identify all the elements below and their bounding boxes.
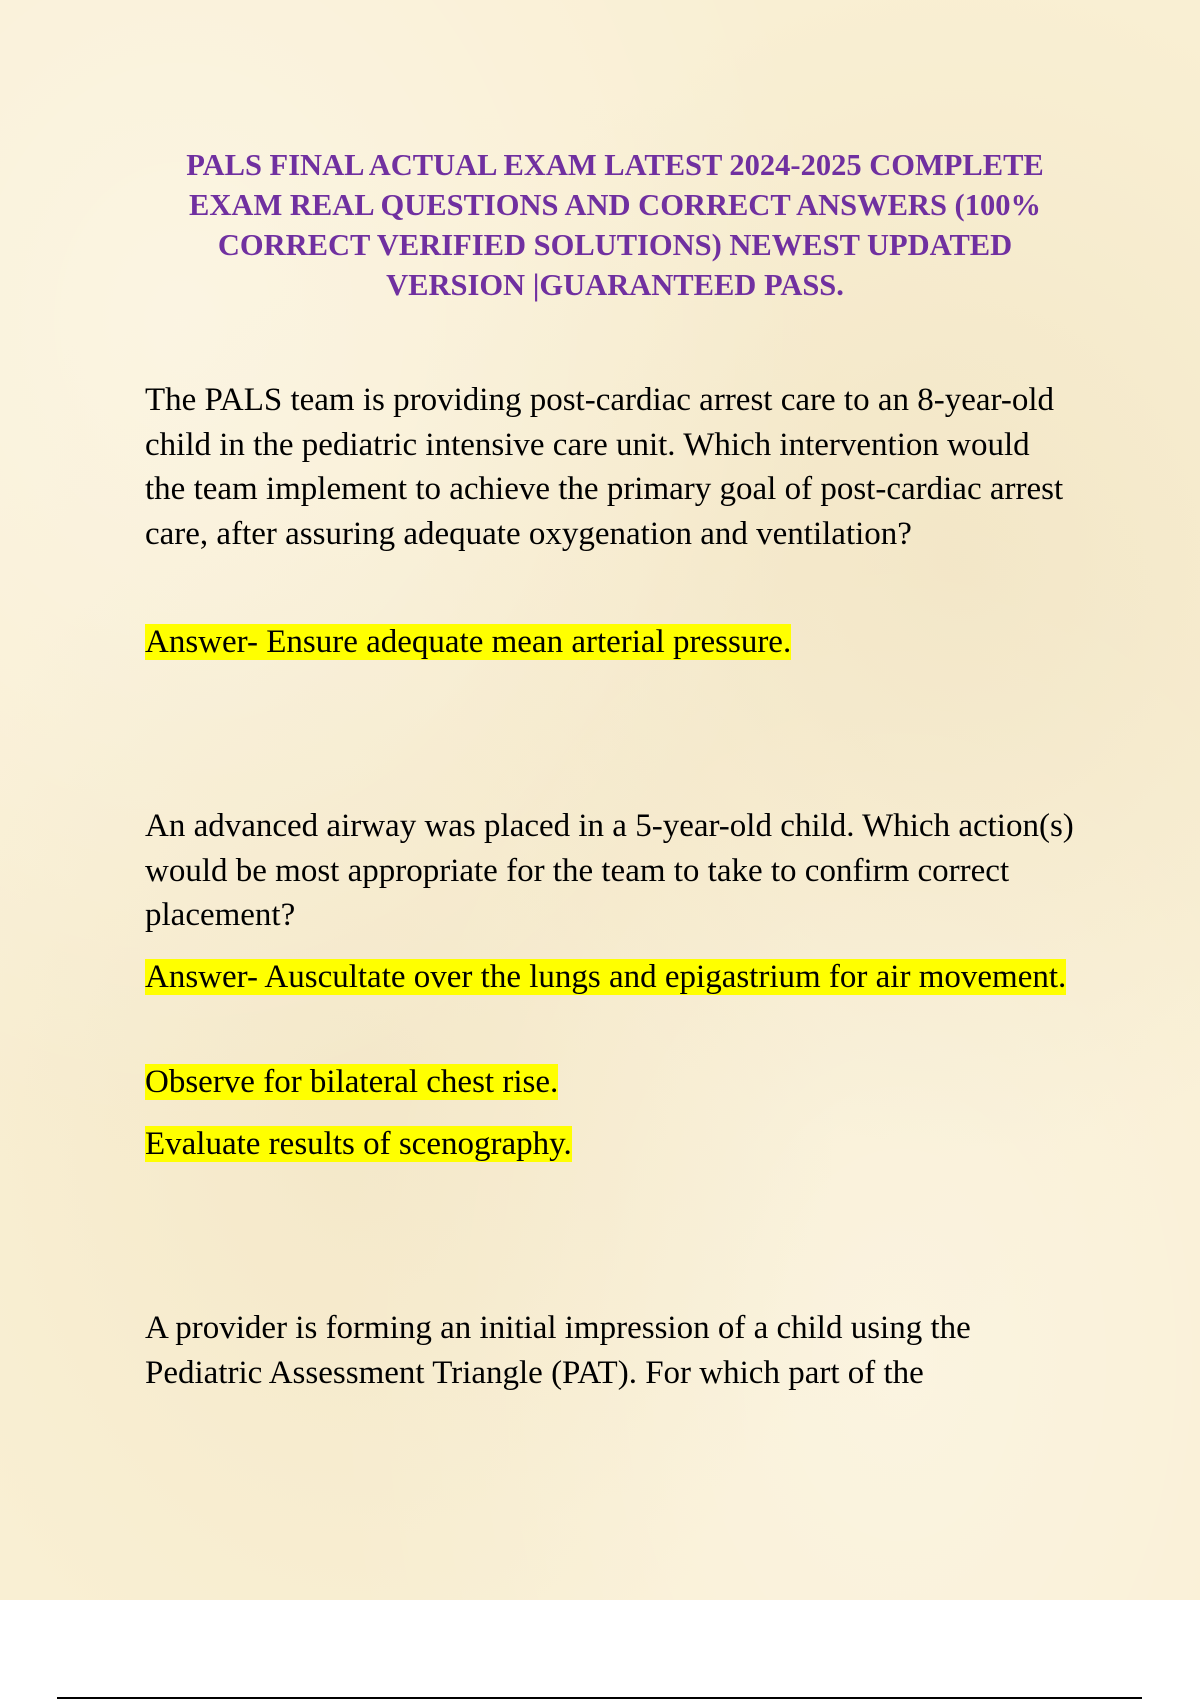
question-2-answer-2	[145, 1060, 1075, 1105]
question-2-answer-3	[145, 1122, 1075, 1167]
document-title: PALS FINAL ACTUAL EXAM LATEST 2024-2025 COMPLETE EXAM REAL QUESTIONS AND CORRECT ANSWERS (100% CORRECT VERIFIED SOLUTIONS) NEWEST UPDATED VERSION |GUARANTEED PASS.	[186, 148, 1044, 302]
question-1-text: The PALS team is providing post-cardiac arrest care to an 8-year-old child in the pediatric intensive care unit. Which intervention would the team implement to achieve the primary goal of post-cardiac arrest care, after assuring adequate oxygenation and ventilation?	[145, 382, 1064, 552]
footer-divider	[57, 1697, 1142, 1699]
question-2-text: An advanced airway was placed in a 5-year-old child. Which action(s) would be most appropriate for the team to take to confirm correct placement?	[145, 808, 1074, 933]
answer-highlight: Evaluate results of scenography.	[145, 1126, 572, 1162]
question-1-answer-1	[145, 620, 1075, 665]
question-3-text: A provider is forming an initial impression of a child using the Pediatric Assessment Triangle (PAT). For which part of the	[145, 1310, 971, 1391]
answer-highlight: Answer- Auscultate over the lungs and epigastrium for air movement.	[145, 959, 1067, 995]
answer-highlight: Observe for bilateral chest rise.	[145, 1064, 559, 1100]
answer-highlight: Answer- Ensure adequate mean arterial pressure.	[145, 624, 792, 660]
question-2-answer-1	[145, 955, 1075, 1000]
